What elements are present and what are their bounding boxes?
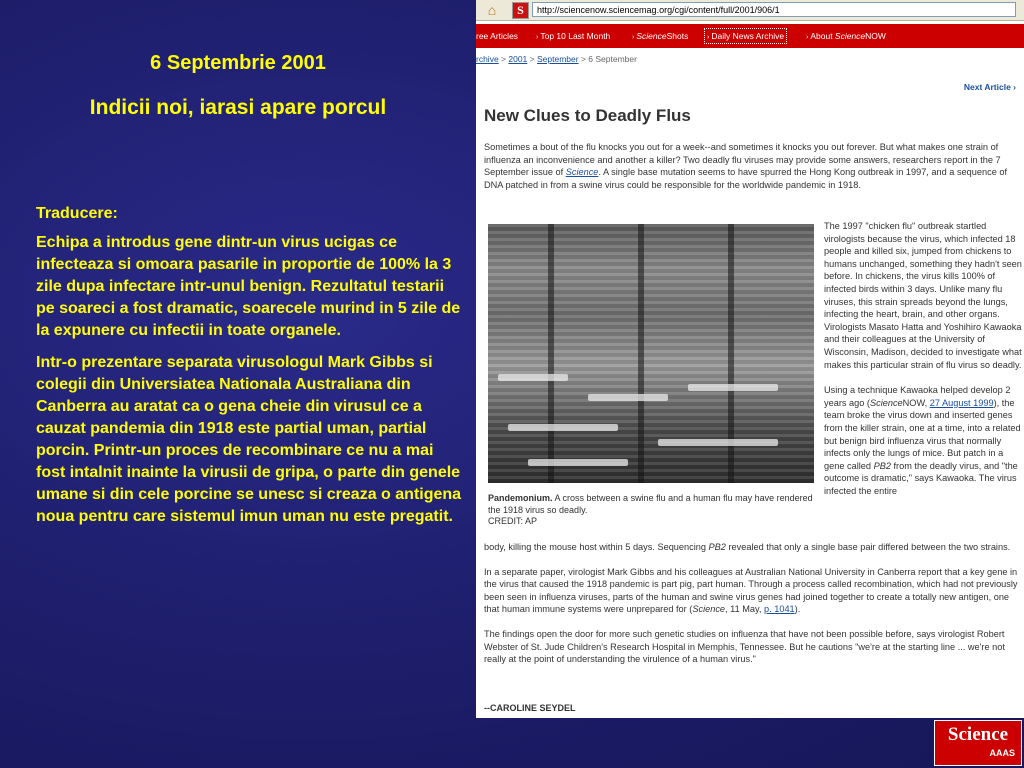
body-paragraph-1: body, killing the mouse host within 5 days. Sequencing PB2 revealed that only a single base pair differed between the two strains. — [484, 542, 1011, 552]
photo-caption: Pandemonium. A cross between a swine flu and a human flu may have rendered the 1918 virus so deadly. CREDIT: AP — [488, 493, 813, 526]
translation-heading: Traducere: — [36, 205, 118, 222]
address-bar — [476, 0, 1024, 21]
photo-detail — [548, 224, 554, 483]
article-intro: Sometimes a bout of the flu knocks you out for a week--and sometimes it knocks you out forever. But what makes one strain of influenza an inconvenience and another a killer? Two deadly flu viruses may provide some answers, researchers report in the 7 September issue of Science. A single base mutation seems to have spurred the Hong Kong outbreak in 1997, and a sequence of DNA patched in from a swine virus could be responsible for the worldwide pandemic in 1918. — [484, 142, 1008, 190]
translation-paragraph-1: Echipa a introdus gene dintr-un virus ucigas ce infecteaza si omoara pasarile in proportie de 100% la 3 zile dupa infectare intr-unul benign. Rezultatul testarii pe soareci a fost dramatic, soarecele murind in 5 zile de la expunere cu infectii in toate organele. — [36, 234, 461, 339]
nav-arrow-icon: › — [536, 34, 539, 41]
home-icon[interactable]: ⌂ — [487, 2, 497, 18]
right-column-paragraph-2: Using a technique Kawaoka helped develop 2 years ago (ScienceNOW, 27 August 1999), the team broke the virus down and inserted genes from the killer strain, one at a time, into a related but benign bird influenza virus that normally infects only the lungs of mice. But patch in a gene called PB2 from the deadly virus, and "the outcome is dramatic," says Kawaoka. The virus infected the entire — [824, 385, 1021, 496]
article-byline: --CAROLINE SEYDEL — [484, 703, 576, 713]
nav-arrow-icon: › — [806, 34, 809, 41]
nav-about-sciencenow[interactable]: › About ScienceNOW — [806, 31, 886, 41]
photo-detail — [508, 424, 618, 431]
photo-detail — [528, 459, 628, 466]
nav-arrow-icon: › — [632, 34, 635, 41]
article-right-column — [824, 220, 1022, 497]
slide-title: Indicii noi, iarasi apare porcul — [89, 96, 387, 119]
breadcrumb-archive-link[interactable]: rchive — [476, 54, 499, 64]
site-nav-bar — [476, 24, 1024, 48]
science-issue-link[interactable]: Science — [565, 167, 599, 178]
photo-detail — [498, 374, 568, 381]
slide-body — [36, 203, 462, 538]
sciencenow-date-link[interactable]: 27 August 1999 — [929, 397, 994, 408]
photo-detail — [588, 394, 668, 401]
photo-detail — [688, 384, 778, 391]
photo-credit: CREDIT: AP — [488, 516, 538, 526]
url-input[interactable]: http://sciencenow.sciencemag.org/cgi/content/full/2001/906/1 — [532, 2, 1016, 17]
article-photo — [488, 224, 814, 483]
slide-date: 6 Septembrie 2001 — [150, 52, 326, 74]
translation-paragraph-2: Intr-o prezentare separata virusologul Mark Gibbs si colegii din Universiatea Nationala Australiana din Canberra au aratat ca o gena cheie din virusul ce a cauzat pandemia din 1918 este partial uman, partial porcin. Printr-un proces de recombinare ce nu a mai fost intalnit inainte la virusii de gripa, o parte din genele umane si din cele porcine se unesc si creaza o antigena noua pentru care sistemul imun uman nu este pregatit. — [36, 354, 462, 525]
breadcrumb: rchive > 2001 > September > 6 September — [476, 54, 637, 64]
right-column-paragraph-1: The 1997 "chicken flu" outbreak startled virologists because the virus, which infected 18 people and killed six, jumped from chickens to humans unchanged, something they hadn't seen before. In chickens, the virus kills 100% of infected birds within 3 days. Unlike many flu viruses, this strain spreads beyond the lungs, infecting the heart, brain, and other organs. Virologists Masato Hatta and Yoshihiro Kawaoka and their colleagues at the University of Wisconsin, Madison, decided to investigate what makes this particular strain of flu virus so deadly. — [824, 221, 1022, 370]
nav-arrow-icon: › — [707, 34, 710, 41]
body-paragraph-2: In a separate paper, virologist Mark Gibbs and his colleagues at Australian National University in Canberra report that a key gene in the virus that caused the 1918 pandemic is part pig, part human. Through a process called recombination, which had not previously been seen in influenza viruses, parts of the human and swine virus genes had joined together to create a totally new antigen, one that human immune systems were unprepared for (Science, 11 May, p. 1041). — [484, 566, 1018, 615]
nav-free-articles[interactable]: ree Articles — [476, 31, 519, 41]
photo-detail — [658, 439, 778, 446]
nav-top10[interactable]: › Top 10 Last Month — [536, 31, 611, 41]
photo-detail — [638, 224, 644, 483]
article-title: New Clues to Deadly Flus — [484, 106, 691, 125]
breadcrumb-current: 6 September — [588, 54, 637, 64]
breadcrumb-month-link[interactable]: September — [536, 54, 579, 64]
nav-scienceshots[interactable]: › ScienceShots — [632, 31, 689, 41]
page-reference-link[interactable]: p. 1041 — [764, 604, 795, 615]
body-paragraph-3: The findings open the door for more such genetic studies on influenza that have not been possible before, says virologist Robert Webster of St. Jude Children's Research Hospital in Memphis, Tennessee. But he cautions "we're at the starting line ... we're not really at the point of understanding the virulence of a human virus." — [484, 628, 1005, 665]
next-article-link[interactable]: Next Article › — [963, 82, 1016, 92]
breadcrumb-year-link[interactable]: 2001 — [508, 54, 528, 64]
article-body — [484, 541, 1020, 666]
browser-screenshot — [476, 0, 1024, 718]
logo-aaas: AAAS — [989, 748, 1015, 758]
logo-wordmark: Science — [947, 724, 1009, 745]
nav-daily-news-archive[interactable]: › Daily News Archive — [704, 28, 787, 44]
site-favicon-icon: S — [512, 2, 529, 19]
science-logo — [934, 720, 1022, 766]
